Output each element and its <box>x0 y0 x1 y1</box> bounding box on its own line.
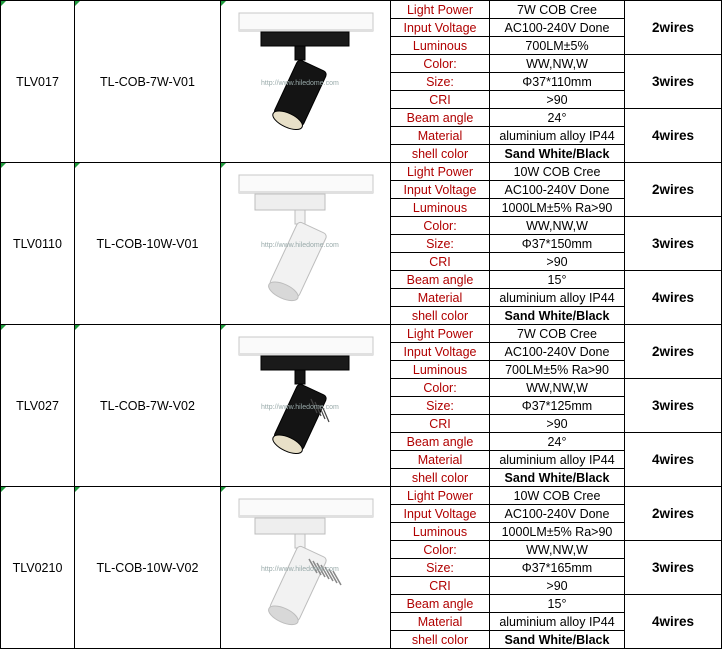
spec-value: aluminium alloy IP44 <box>490 613 625 631</box>
spec-value: 10W COB Cree <box>490 487 625 505</box>
spec-label: Beam angle <box>391 433 490 451</box>
product-code: TL-COB-7W-V02 <box>75 325 221 487</box>
spec-value: >90 <box>490 91 625 109</box>
spec-value: Φ37*125mm <box>490 397 625 415</box>
wire-option: 3wires <box>625 379 722 433</box>
spec-label: Luminous <box>391 523 490 541</box>
spec-value: Sand White/Black <box>490 145 625 163</box>
spec-label: Size: <box>391 397 490 415</box>
wire-option: 2wires <box>625 163 722 217</box>
spec-label: CRI <box>391 253 490 271</box>
spec-value: AC100-240V Done <box>490 19 625 37</box>
spec-value: 24° <box>490 109 625 127</box>
wire-option: 3wires <box>625 55 722 109</box>
spec-value: >90 <box>490 415 625 433</box>
wire-option: 4wires <box>625 433 722 487</box>
spec-value: WW,NW,W <box>490 541 625 559</box>
svg-text:http://www.hiledome.com: http://www.hiledome.com <box>260 403 339 411</box>
spec-label: Beam angle <box>391 595 490 613</box>
spec-label: Luminous <box>391 37 490 55</box>
track-light-image <box>231 3 381 161</box>
svg-text:http://www.hiledome.com: http://www.hiledome.com <box>260 565 339 573</box>
spec-label: Luminous <box>391 361 490 379</box>
spec-label: Input Voltage <box>391 19 490 37</box>
spec-row <box>1 1 722 19</box>
spec-value: WW,NW,W <box>490 217 625 235</box>
spec-label: Size: <box>391 559 490 577</box>
track-light-image <box>231 489 381 647</box>
spec-value: aluminium alloy IP44 <box>490 289 625 307</box>
spec-label: Color: <box>391 379 490 397</box>
spec-label: Input Voltage <box>391 343 490 361</box>
model-number: TLV017 <box>1 1 75 163</box>
track-light-image <box>231 165 381 323</box>
spec-value: >90 <box>490 253 625 271</box>
spec-label: Size: <box>391 73 490 91</box>
spec-label: CRI <box>391 577 490 595</box>
spec-value: 1000LM±5% Ra>90 <box>490 523 625 541</box>
spec-value: 700LM±5% <box>490 37 625 55</box>
spec-value: 7W COB Cree <box>490 325 625 343</box>
spec-row <box>1 163 722 181</box>
spec-value: 15° <box>490 595 625 613</box>
spec-value: aluminium alloy IP44 <box>490 451 625 469</box>
svg-text:http://www.hiledome.com: http://www.hiledome.com <box>260 241 339 249</box>
spec-value: Sand White/Black <box>490 307 625 325</box>
wire-option: 2wires <box>625 1 722 55</box>
spec-row <box>1 487 722 505</box>
product-photo <box>221 325 391 487</box>
product-spec-body <box>1 1 722 649</box>
product-code: TL-COB-7W-V01 <box>75 1 221 163</box>
spec-label: Size: <box>391 235 490 253</box>
spec-label: Color: <box>391 55 490 73</box>
spec-label: Input Voltage <box>391 505 490 523</box>
spec-label: Light Power <box>391 487 490 505</box>
model-number: TLV0210 <box>1 487 75 649</box>
wire-option: 3wires <box>625 217 722 271</box>
spec-value: WW,NW,W <box>490 55 625 73</box>
product-photo <box>221 487 391 649</box>
wire-option: 3wires <box>625 541 722 595</box>
spec-label: shell color <box>391 145 490 163</box>
spec-value: 10W COB Cree <box>490 163 625 181</box>
spec-label: shell color <box>391 631 490 649</box>
spec-label: Color: <box>391 217 490 235</box>
spec-value: WW,NW,W <box>490 379 625 397</box>
spec-label: Color: <box>391 541 490 559</box>
spec-value: AC100-240V Done <box>490 343 625 361</box>
product-code: TL-COB-10W-V02 <box>75 487 221 649</box>
wire-option: 2wires <box>625 325 722 379</box>
model-number: TLV027 <box>1 325 75 487</box>
spec-value: 1000LM±5% Ra>90 <box>490 199 625 217</box>
product-photo <box>221 163 391 325</box>
product-code: TL-COB-10W-V01 <box>75 163 221 325</box>
track-light-image <box>231 327 381 485</box>
spec-label: Input Voltage <box>391 181 490 199</box>
spec-value: aluminium alloy IP44 <box>490 127 625 145</box>
wire-option: 4wires <box>625 595 722 649</box>
spec-label: Material <box>391 451 490 469</box>
spec-label: Beam angle <box>391 271 490 289</box>
spec-label: shell color <box>391 469 490 487</box>
spec-label: Beam angle <box>391 109 490 127</box>
spec-value: 15° <box>490 271 625 289</box>
svg-text:http://www.hiledome.com: http://www.hiledome.com <box>260 79 339 87</box>
model-number: TLV0110 <box>1 163 75 325</box>
spec-label: Light Power <box>391 325 490 343</box>
spec-label: CRI <box>391 415 490 433</box>
wire-option: 4wires <box>625 271 722 325</box>
spec-row <box>1 325 722 343</box>
spec-value: 24° <box>490 433 625 451</box>
wire-option: 4wires <box>625 109 722 163</box>
spec-value: Φ37*150mm <box>490 235 625 253</box>
spec-value: Sand White/Black <box>490 469 625 487</box>
wire-option: 2wires <box>625 487 722 541</box>
spec-label: Light Power <box>391 163 490 181</box>
spec-label: Material <box>391 613 490 631</box>
spec-value: Sand White/Black <box>490 631 625 649</box>
spec-label: Material <box>391 289 490 307</box>
spec-label: shell color <box>391 307 490 325</box>
spec-value: >90 <box>490 577 625 595</box>
spec-value: 700LM±5% Ra>90 <box>490 361 625 379</box>
spec-value: 7W COB Cree <box>490 1 625 19</box>
spec-value: Φ37*110mm <box>490 73 625 91</box>
spec-label: Material <box>391 127 490 145</box>
spec-value: Φ37*165mm <box>490 559 625 577</box>
product-photo <box>221 1 391 163</box>
spec-label: Luminous <box>391 199 490 217</box>
spec-value: AC100-240V Done <box>490 505 625 523</box>
spec-value: AC100-240V Done <box>490 181 625 199</box>
spec-label: CRI <box>391 91 490 109</box>
spec-label: Light Power <box>391 1 490 19</box>
